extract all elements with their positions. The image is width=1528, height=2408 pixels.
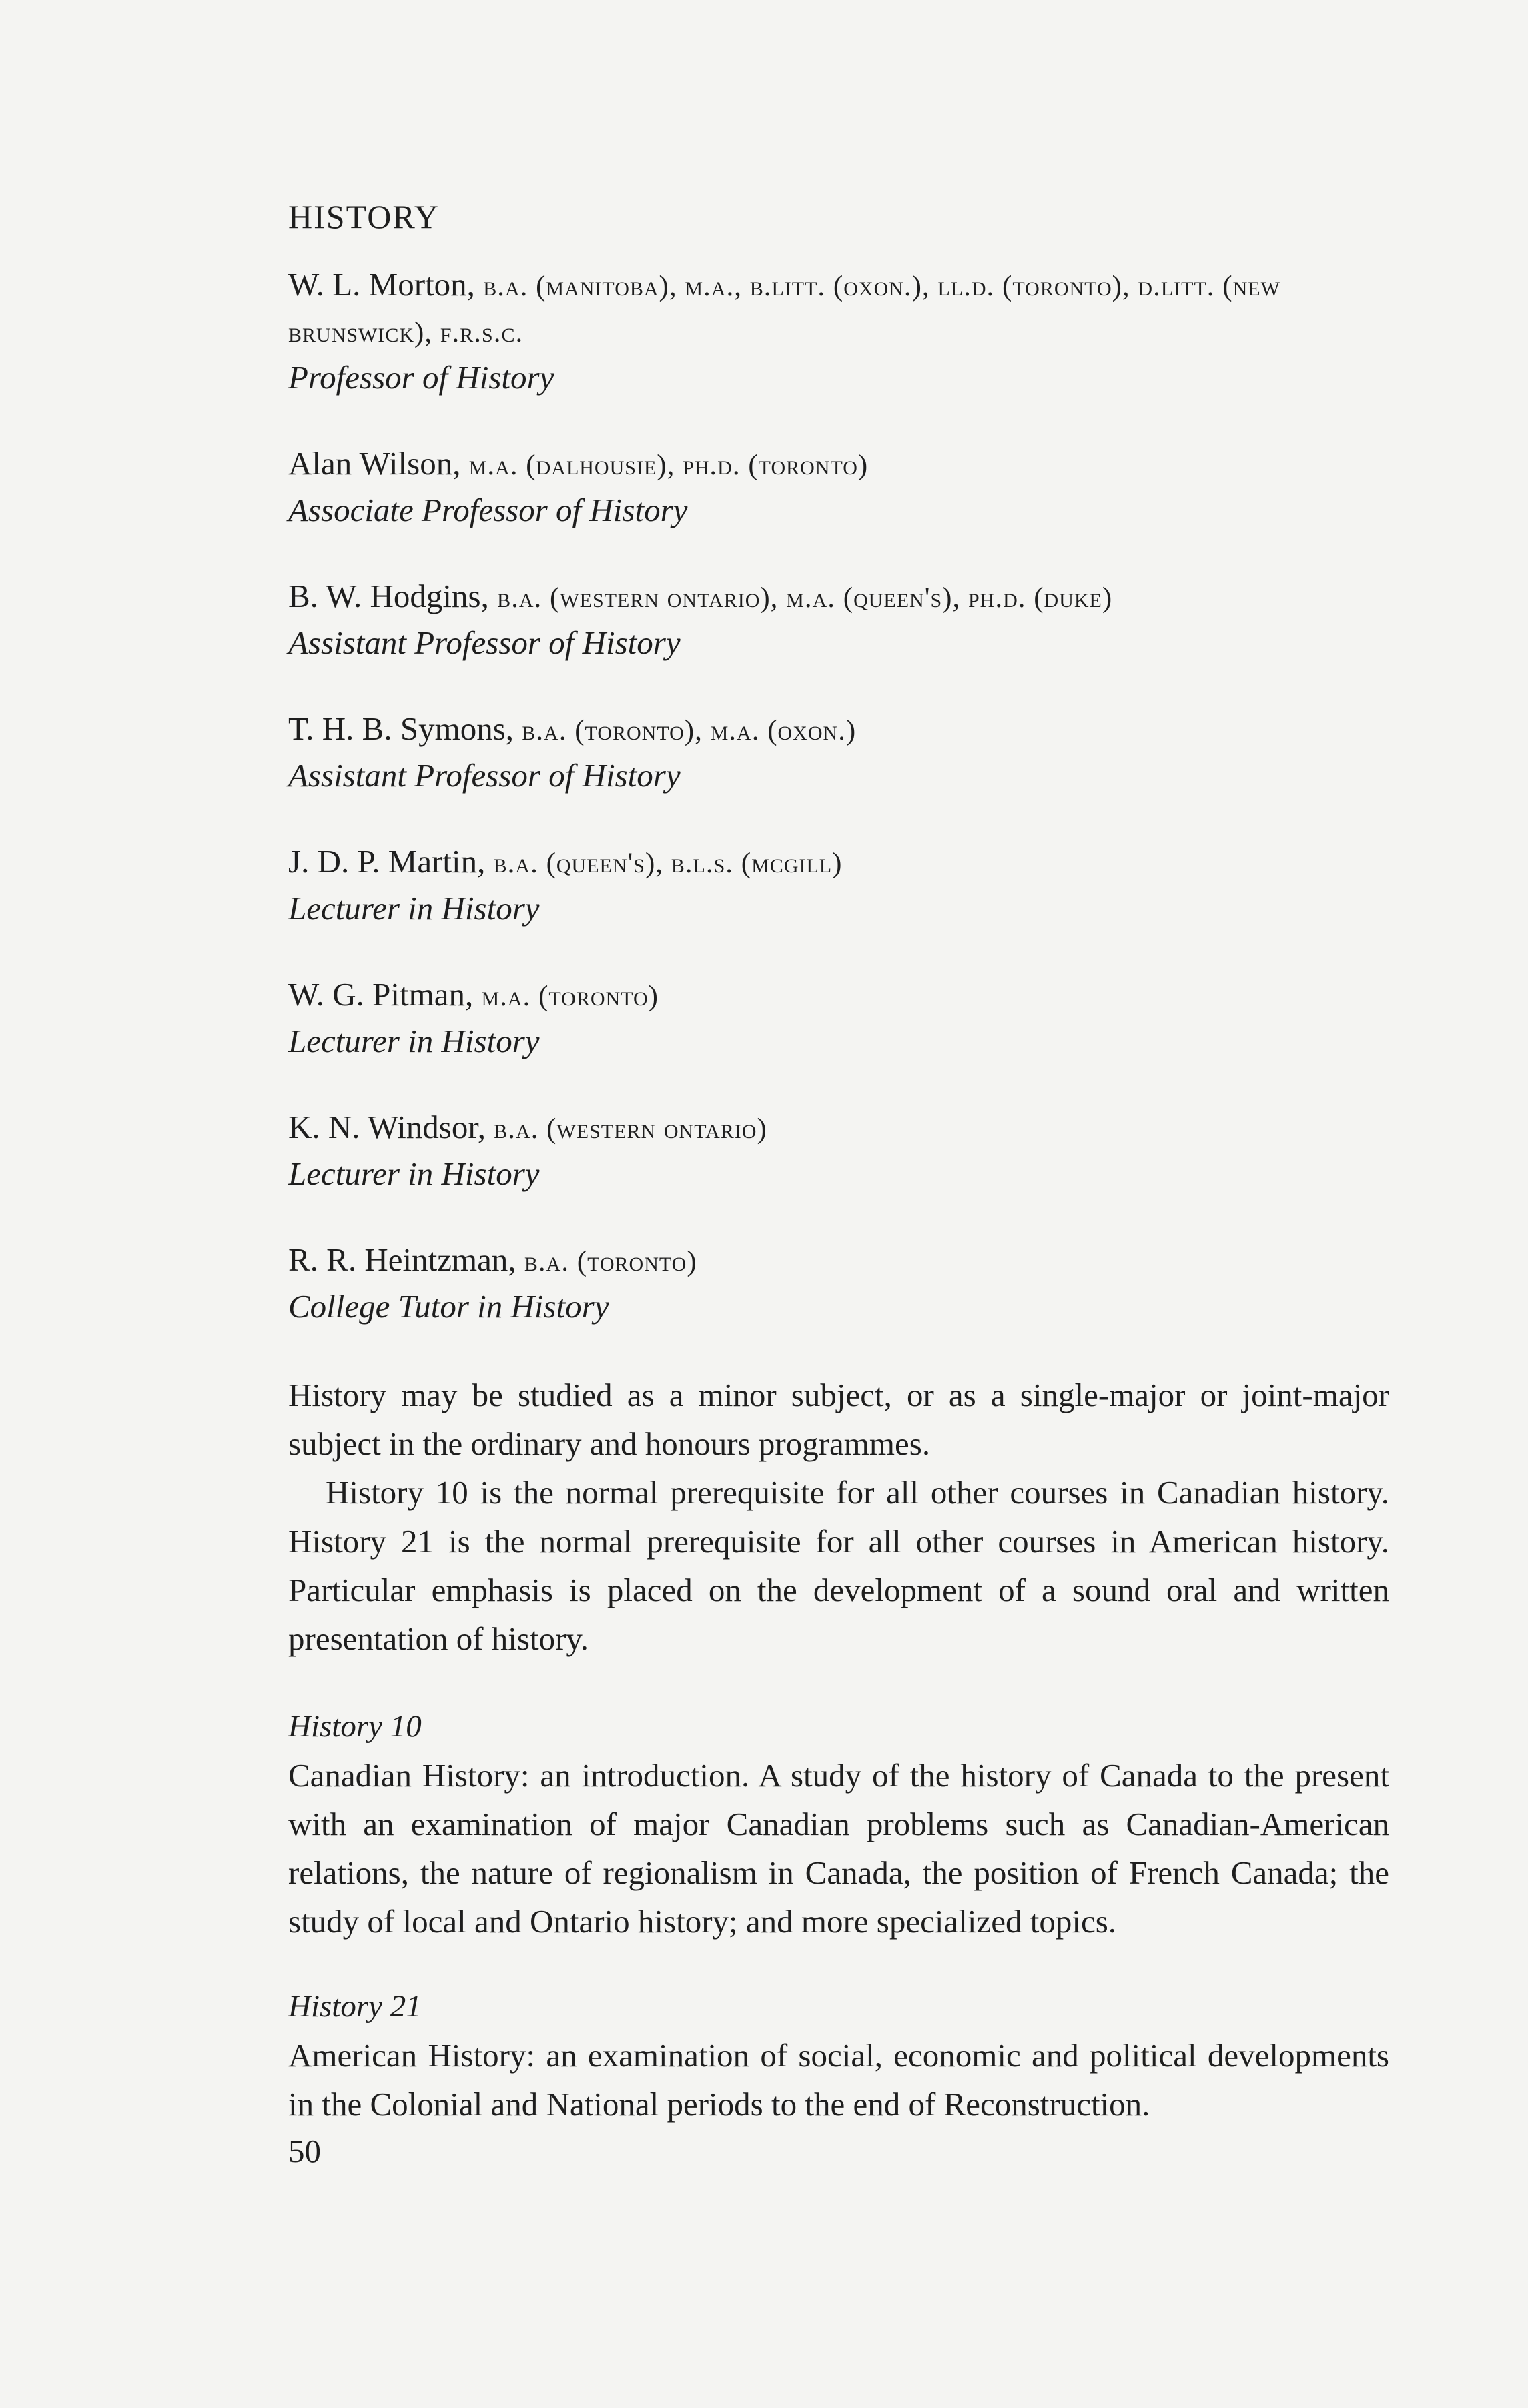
staff-entry <box>288 442 1389 533</box>
staff-name-line <box>288 1238 1389 1284</box>
intro-text <box>288 1371 1389 1663</box>
page-content <box>288 193 1389 2166</box>
course-description: American History: an examination of social, economic and political developments in the Colonial and National periods to the end of Reconstruction. <box>288 2037 1389 2123</box>
staff-degrees: b.a. (queen's), b.l.s. (mcgill) <box>493 848 843 879</box>
staff-name-line <box>288 442 1389 488</box>
staff-entry <box>288 973 1389 1064</box>
course-title: History 21 <box>288 1989 422 2024</box>
staff-degrees: m.a. (dalhousie), ph.d. (toronto) <box>468 450 869 481</box>
staff-name-line <box>288 840 1389 886</box>
staff-entry <box>288 840 1389 931</box>
course-description: Canadian History: an introduction. A study of the history of Canada to the present with an examination of major Canadian problems such as Canadian-American relations, the nature of regionalism in Canada, the position of French Canada; the study of local and Ontario history; and more specialized topics. <box>288 1757 1389 1940</box>
staff-name: T. H. B. Symons, <box>288 710 514 747</box>
staff-entry <box>288 1105 1389 1197</box>
staff-entry <box>288 574 1389 666</box>
staff-role: Associate Professor of History <box>288 492 688 528</box>
section-title: HISTORY <box>288 198 440 235</box>
staff-degrees: b.a. (western ontario) <box>494 1113 767 1145</box>
staff-name: J. D. P. Martin, <box>288 843 486 880</box>
staff-name: Alan Wilson, <box>288 445 461 482</box>
staff-name: K. N. Windsor, <box>288 1109 486 1145</box>
staff-name-line <box>288 574 1389 620</box>
staff-name: B. W. Hodgins, <box>288 578 489 614</box>
staff-name: R. R. Heintzman, <box>288 1241 516 1278</box>
staff-name-line <box>288 1105 1389 1151</box>
staff-degrees: b.a. (toronto), m.a. (oxon.) <box>522 715 857 746</box>
staff-name: W. L. Morton, <box>288 266 475 303</box>
staff-name-line <box>288 707 1389 753</box>
intro-paragraph: History 10 is the normal prerequisite for all other courses in Canadian history. History 21 is the normal prerequisite for all other courses in American history. Particular emphasis is placed on the development of a sound oral and written presentation of history. <box>288 1474 1389 1657</box>
staff-role: Lecturer in History <box>288 1023 540 1059</box>
intro-paragraph: History may be studied as a minor subject, or as a single-major or joint-major subject in the ordinary and honours programmes. <box>288 1377 1389 1462</box>
staff-role: Lecturer in History <box>288 890 540 927</box>
staff-role: Assistant Professor of History <box>288 624 681 661</box>
course-title: History 10 <box>288 1709 422 1744</box>
staff-degrees: b.a. (western ontario), m.a. (queen's), ph.d. (duke) <box>497 582 1113 614</box>
course-entry <box>288 1703 1389 1946</box>
staff-role: Lecturer in History <box>288 1155 540 1192</box>
staff-role: College Tutor in History <box>288 1288 609 1325</box>
course-entry <box>288 1983 1389 2129</box>
staff-role: Assistant Professor of History <box>288 757 681 794</box>
staff-entry <box>288 263 1389 400</box>
staff-degrees: b.a. (manitoba), m.a., b.litt. (oxon.), ll.d. (toronto), d.litt. (new brunswick), f.r.s.c. <box>288 271 1280 348</box>
staff-role: Professor of History <box>288 359 554 396</box>
staff-degrees: b.a. (toronto) <box>524 1246 697 1277</box>
page-number: 50 <box>288 2133 321 2169</box>
staff-entry <box>288 707 1389 798</box>
staff-name: W. G. Pitman, <box>288 976 474 1013</box>
staff-name-line <box>288 973 1389 1019</box>
staff-name-line <box>288 263 1389 355</box>
staff-degrees: m.a. (toronto) <box>481 981 659 1012</box>
staff-entry <box>288 1238 1389 1329</box>
